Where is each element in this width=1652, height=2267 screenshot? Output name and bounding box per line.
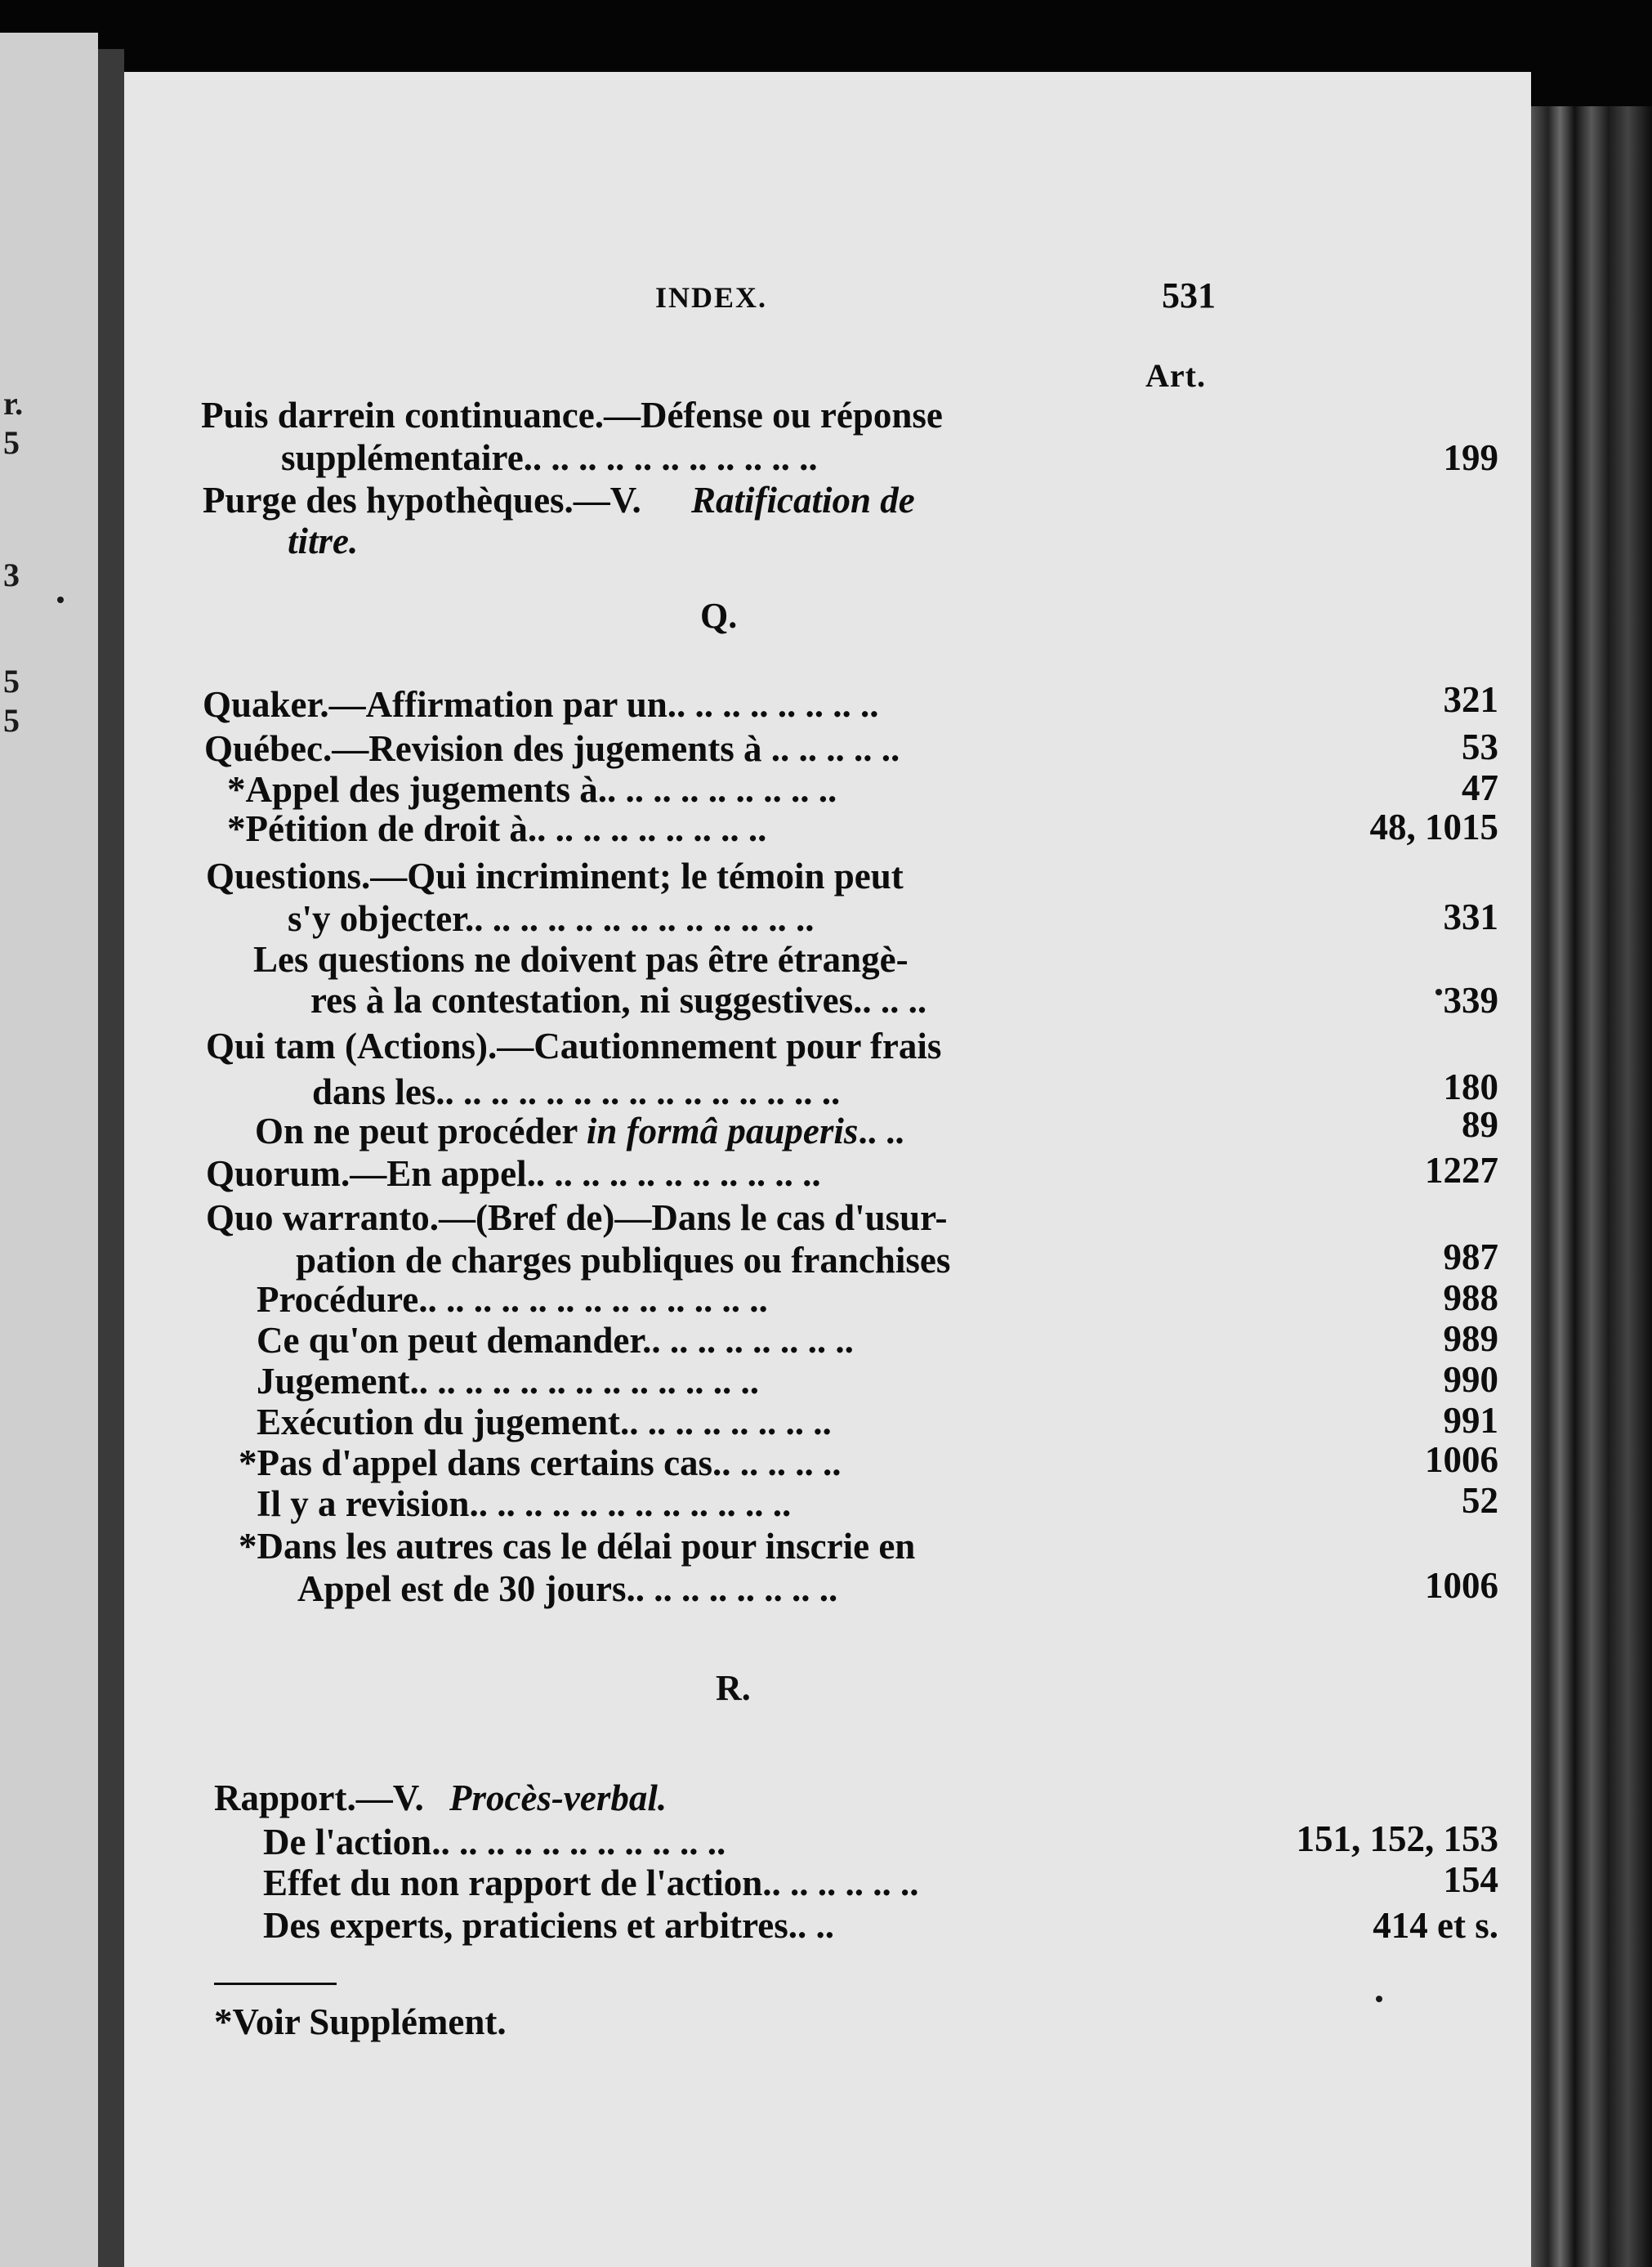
article-number: 331 xyxy=(1443,897,1498,937)
index-entry: Des experts, praticiens et arbitres.. .. xyxy=(263,1905,834,1946)
article-number: 53 xyxy=(1462,727,1498,767)
index-entry: *Pas d'appel dans certains cas.. .. .. .. .. xyxy=(239,1442,842,1483)
article-number: 321 xyxy=(1443,679,1498,720)
cross-reference: Ratification de xyxy=(691,480,915,521)
index-entry: Les questions ne doivent pas être étrangè- xyxy=(253,939,909,980)
section-letter: R. xyxy=(716,1668,751,1708)
cross-reference: Procès-verbal. xyxy=(449,1777,667,1818)
index-entry: Appel est de 30 jours.. .. .. .. .. .. .. .. xyxy=(297,1568,838,1609)
index-entry: *Appel des jugements à.. .. .. .. .. .. .. .. .. xyxy=(227,769,837,810)
book-spine xyxy=(98,49,124,2267)
index-entry: Ce qu'on peut demander.. .. .. .. .. .. .. .. xyxy=(257,1320,854,1361)
index-entry: *Dans les autres cas le délai pour inscrie en xyxy=(239,1526,916,1567)
article-number: 1006 xyxy=(1425,1439,1498,1480)
index-entry: Procédure.. .. .. .. .. .. .. .. .. .. .. .. .. xyxy=(257,1279,768,1320)
index-entry: Quo warranto.—(Bref de)—Dans le cas d'usur- xyxy=(206,1197,948,1238)
article-number: 988 xyxy=(1443,1277,1498,1318)
cross-reference: titre. xyxy=(288,521,359,561)
article-number: 339 xyxy=(1443,980,1498,1021)
article-number: 52 xyxy=(1462,1480,1498,1521)
index-entry: Quaker.—Affirmation par un.. .. .. .. .. .. .. .. xyxy=(203,684,879,725)
left-page-fragment: r. xyxy=(3,385,24,422)
column-label-art: Art. xyxy=(1145,357,1206,394)
speck xyxy=(57,597,64,603)
article-number: 48, 1015 xyxy=(1369,807,1498,847)
article-number: 154 xyxy=(1443,1859,1498,1900)
article-number: 987 xyxy=(1443,1236,1498,1277)
index-entry: Il y a revision.. .. .. .. .. .. .. .. .. .. .. .. xyxy=(257,1483,792,1524)
index-entry: Effet du non rapport de l'action.. .. .. .. .. .. xyxy=(263,1862,919,1903)
index-entry: Québec.—Revision des jugements à .. .. .. .. .. xyxy=(204,728,900,769)
entry-text: Purge des hypothèques.—V. xyxy=(203,480,641,521)
index-entry: supplémentaire.. .. .. .. .. .. .. .. .. .. .. xyxy=(281,437,818,478)
index-entry: Qui tam (Actions).—Cautionnement pour frais xyxy=(206,1026,942,1066)
entry-text: Rapport.—V. xyxy=(214,1777,424,1818)
article-number: 1006 xyxy=(1425,1565,1498,1606)
index-entry: pation de charges publiques ou franchises xyxy=(296,1240,951,1281)
left-page-fragment: 5 xyxy=(3,663,20,700)
article-number: 990 xyxy=(1443,1359,1498,1400)
index-entry: Exécution du jugement.. .. .. .. .. .. .. .. xyxy=(257,1402,832,1442)
footnote: *Voir Supplément. xyxy=(214,2001,507,2042)
speck xyxy=(1376,1996,1382,2002)
left-page-fragment: 5 xyxy=(3,424,20,461)
article-number: 1227 xyxy=(1425,1150,1498,1191)
index-entry xyxy=(255,1113,904,1150)
left-page-fragment: 3 xyxy=(3,557,20,593)
article-number: 151, 152, 153 xyxy=(1296,1818,1498,1859)
article-number: 199 xyxy=(1443,437,1498,478)
index-entry xyxy=(203,482,915,519)
index-entry: s'y objecter.. .. .. .. .. .. .. .. .. .. .. .. .. xyxy=(288,898,815,939)
index-entry: Puis darrein continuance.—Défense ou réponse xyxy=(201,395,943,436)
article-number: 89 xyxy=(1462,1104,1498,1145)
speck xyxy=(1435,989,1442,995)
index-entry: Questions.—Qui incriminent; le témoin peut xyxy=(206,856,904,897)
article-number: 991 xyxy=(1443,1400,1498,1441)
entry-leader: .. .. xyxy=(858,1111,904,1151)
running-head: INDEX. xyxy=(655,281,768,314)
article-number: 47 xyxy=(1462,767,1498,808)
left-page-fragment: 5 xyxy=(3,702,20,739)
index-entry: *Pétition de droit à.. .. .. .. .. .. .. .. .. xyxy=(227,808,767,849)
section-letter: Q. xyxy=(700,596,738,636)
left-facing-page xyxy=(0,33,98,2267)
book-fore-edge xyxy=(1531,106,1652,2267)
index-page xyxy=(124,72,1531,2267)
index-entry: Quorum.—En appel.. .. .. .. .. .. .. .. .. .. .. xyxy=(206,1153,821,1194)
index-entry xyxy=(214,1777,667,1818)
footnote-rule xyxy=(214,1983,337,1985)
index-entry: dans les.. .. .. .. .. .. .. .. .. .. .. .. .. .. .. xyxy=(312,1071,841,1112)
page-number: 531 xyxy=(1162,275,1216,315)
entry-text: On ne peut procéder xyxy=(255,1111,578,1151)
article-number: 414 et s. xyxy=(1373,1905,1498,1946)
index-entry: res à la contestation, ni suggestives.. .. .. xyxy=(310,980,927,1021)
index-entry: De l'action.. .. .. .. .. .. .. .. .. .. .. xyxy=(263,1822,726,1862)
index-entry: Jugement.. .. .. .. .. .. .. .. .. .. .. .. .. xyxy=(257,1361,759,1402)
italic-phrase: in formâ pauperis xyxy=(586,1111,859,1151)
article-number: 180 xyxy=(1443,1066,1498,1107)
article-number: 989 xyxy=(1443,1318,1498,1359)
